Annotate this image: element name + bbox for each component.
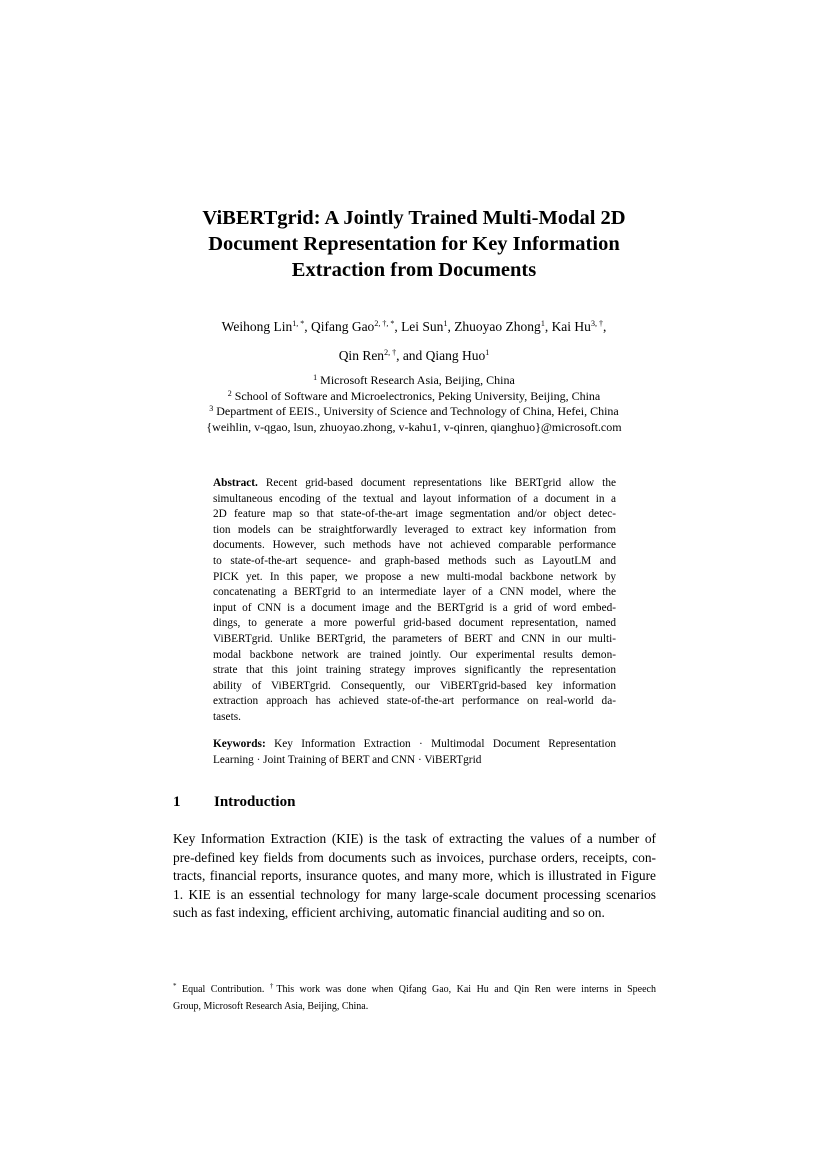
abstract-line — [213, 476, 616, 492]
title-line: ViBERTgrid: A Jointly Trained Multi-Modal 2D — [202, 207, 626, 229]
title-line: Document Representation for Key Information — [208, 233, 620, 255]
affiliation-line — [150, 389, 678, 405]
footnote-mark: * — [173, 982, 177, 990]
abstract-label: Abstract. — [213, 477, 258, 489]
author-name: , and Qiang Huo — [396, 348, 486, 363]
abstract-line: concatenating a BERTgrid to an intermediate layer of a CNN model, where the — [213, 586, 616, 599]
affiliation-line — [150, 373, 678, 389]
footnote — [173, 981, 656, 1015]
keywords-text: Key Information Extraction · Multimodal Document Representation — [265, 738, 616, 750]
footnote-line: Group, Microsoft Research Asia, Beijing, China. — [173, 1001, 369, 1012]
abstract-line: extraction approach has achieved state-of-the-art performance on real-world da- — [213, 695, 616, 708]
affiliation-mark: 1 — [313, 373, 318, 382]
author-affil-mark: 1 — [485, 348, 490, 357]
author-line — [150, 341, 678, 370]
abstract-text: Recent grid-based document representations like BERTgrid allow the — [257, 477, 616, 489]
body-line: tracts, financial reports, insurance quotes, and many more, which is illustrated in Figure — [173, 868, 656, 883]
abstract-line: documents. However, such methods have not achieved comparable performance — [213, 539, 616, 552]
body-line: Key Information Extraction (KIE) is the task of extracting the values of a number of — [173, 831, 656, 846]
author-name: Qin Ren — [338, 348, 385, 363]
footnote-text: Equal Contribution. — [176, 984, 270, 995]
footnote-text: This work was done when Qifang Gao, Kai Hu and Qin Ren were interns in Speech — [276, 984, 656, 995]
abstract-line: tion models can be straightforwardly leveraged to extract key information from — [213, 523, 616, 536]
affiliation-mark: 3 — [209, 404, 214, 413]
affiliation-line — [150, 404, 678, 420]
footnote-line — [173, 981, 656, 998]
author-line — [150, 312, 678, 341]
author-affil-mark: 2, †, * — [374, 319, 395, 328]
intro-paragraph — [173, 830, 656, 923]
keywords-label: Keywords: — [213, 738, 266, 750]
abstract — [213, 476, 616, 726]
author-list — [150, 312, 678, 370]
title-line: Extraction from Documents — [291, 259, 537, 281]
author-name: Weihong Lin — [221, 319, 293, 334]
abstract-line: input of CNN is a document image and the BERTgrid is a grid of word embed- — [213, 601, 616, 614]
body-line: such as fast indexing, efficient archiving, automatic financial auditing and so on. — [173, 905, 605, 920]
body-line: 1. KIE is an essential technology for many large-scale document processing scenarios — [173, 886, 656, 902]
author-affil-mark: 1 — [540, 319, 545, 328]
footnote-mark: † — [269, 982, 277, 990]
author-affil-mark: 2, † — [384, 348, 397, 357]
paper-title — [150, 205, 678, 283]
affiliation-text: School of Software and Microelectronics, Peking University, Beijing, China — [231, 388, 601, 403]
section-title: Introduction — [214, 794, 296, 810]
keywords-line: Learning · Joint Training of BERT and CNN · ViBERTgrid — [213, 753, 482, 766]
abstract-line: to state-of-the-art sequence- and graph-based methods such as LayoutLM and — [213, 554, 616, 567]
affiliation-text: Department of EEIS., University of Science and Technology of China, Hefei, China — [213, 404, 619, 418]
abstract-line: dings, to generate a more powerful grid-based document representation, named — [213, 617, 616, 630]
body-line: pre-defined key fields from documents such as invoices, purchase orders, receipts, con- — [173, 849, 656, 865]
keywords — [213, 737, 616, 768]
author-affil-mark: 3, † — [590, 319, 603, 328]
abstract-line: tasets. — [213, 710, 241, 723]
author-name: , Lei Sun — [394, 319, 444, 334]
abstract-line: ViBERTgrid. Unlike BERTgrid, the parameters of BERT and CNN in our multi- — [213, 632, 616, 645]
keywords-line — [213, 737, 616, 753]
author-name: , Qifang Gao — [304, 319, 375, 334]
section-heading — [173, 794, 295, 811]
author-affil-mark: 1, * — [292, 319, 305, 328]
affiliation-text: Microsoft Research Asia, Beijing, China — [317, 373, 515, 387]
abstract-line: ability of ViBERTgrid. Consequently, our ViBERTgrid-based key information — [213, 679, 616, 692]
author-emails: {weihlin, v-qgao, lsun, zhuoyao.zhong, v-kahu1, v-qinren, qianghuo}@microsoft.com — [206, 419, 622, 434]
affiliation-mark: 2 — [227, 388, 232, 398]
author-name: , Zhuoyao Zhong — [447, 319, 541, 334]
section-number: 1 — [173, 794, 181, 810]
abstract-line: strate that this joint training strategy improves significantly the representation — [213, 664, 616, 677]
affiliations — [150, 373, 678, 435]
author-separator: , — [602, 319, 607, 334]
author-affil-mark: 1 — [443, 319, 448, 328]
abstract-line: modal backbone network are trained jointly. Our experimental results demon- — [213, 648, 616, 661]
abstract-line: simultaneous encoding of the textual and layout information of a document in a — [213, 492, 616, 505]
abstract-line: PICK yet. In this paper, we propose a new multi-modal backbone network by — [213, 570, 616, 583]
author-name: , Kai Hu — [544, 319, 591, 334]
abstract-line: 2D feature map so that state-of-the-art image segmentation and/or object detec- — [213, 508, 616, 521]
